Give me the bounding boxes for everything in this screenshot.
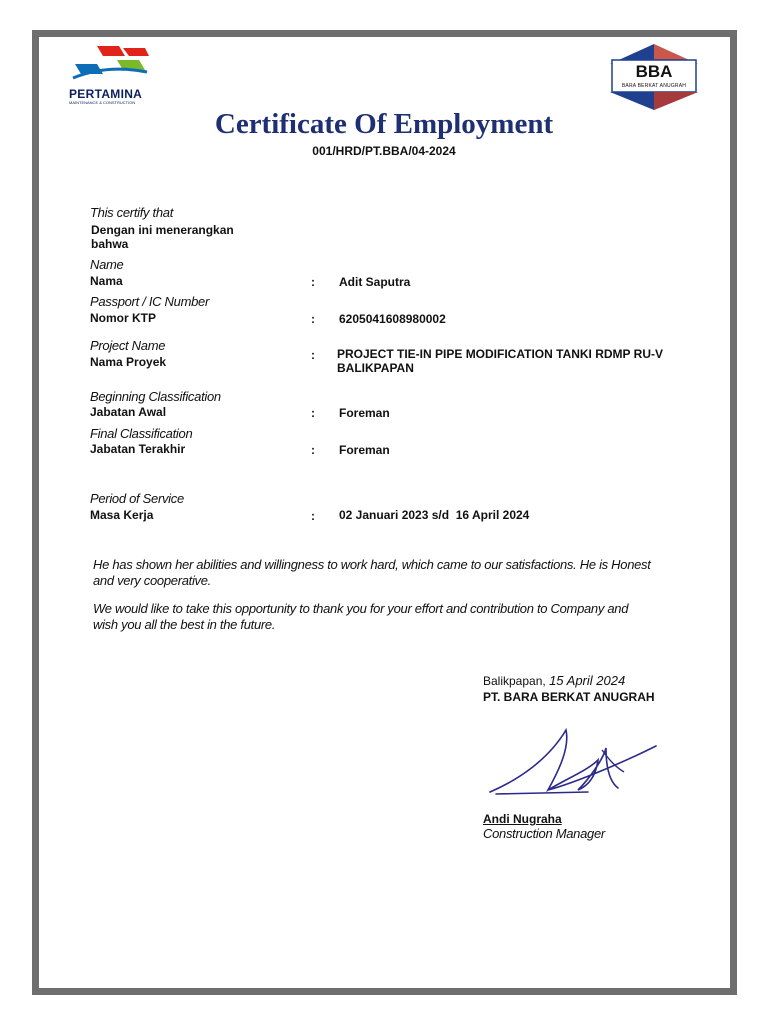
field-value-beginning: Foreman [339,406,390,420]
field-colon: : [311,509,315,523]
field-colon: : [311,348,315,362]
pertamina-emblem-icon [67,42,157,88]
field-label-id: Jabatan Terakhir [90,442,186,456]
field-value-period: 02 Januari 2023 s/d 16 April 2024 [339,508,530,522]
bba-sub-text: BARA BERKAT ANUGRAH [621,83,687,89]
field-label-id: Jabatan Awal [90,405,167,419]
date-text: 15 April 2024 [549,673,626,688]
bba-logo [608,42,700,112]
place-date [483,673,625,688]
certificate-title: Certificate Of Employment [214,108,554,140]
pertamina-brand-text: PERTAMINA [69,87,143,101]
field-label-en: Period of Service [90,491,184,506]
signer-name: Andi Nugraha [483,812,562,826]
pertamina-sub-text: MAINTENANCE & CONSTRUCTION [69,100,136,105]
field-colon: : [311,275,315,289]
thanks-paragraph: We would like to take this opportunity to thank you for your effort and contribution to Company and wish you all the best in the future. [93,601,629,632]
intro-en: This certify that [90,205,174,220]
field-label-en: Passport / IC Number [90,294,209,309]
field-label-en: Project Name [90,338,166,353]
signature-icon [478,720,668,810]
field-value-ktp: 6205041608980002 [339,312,446,326]
field-value-name: Adit Saputra [339,275,411,289]
document-number: 001/HRD/PT.BBA/04-2024 [312,144,456,158]
field-label-id: Nama [90,274,123,288]
statement-paragraph: He has shown her abilities and willingness to work hard, which came to our satisfactions. He is Honest and very cooperative. [93,557,651,588]
field-label-id: Masa Kerja [90,508,154,522]
intro-id: Dengan ini menerangkan bahwa [91,223,234,251]
field-label-id: Nomor KTP [90,311,156,325]
field-colon: : [311,443,315,457]
pertamina-logo [67,42,157,104]
field-label-en: Beginning Classification [90,389,221,404]
bba-brand-text: BBA [635,62,673,81]
field-value-project: PROJECT TIE-IN PIPE MODIFICATION TANKI RDMP RU-V BALIKPAPAN [337,347,664,375]
signer-role: Construction Manager [483,826,605,841]
field-colon: : [311,312,315,326]
field-colon: : [311,406,315,420]
field-label-en: Final Classification [90,426,193,441]
field-value-final: Foreman [339,443,390,457]
place-text: Balikpapan, [483,674,546,688]
company-name: PT. BARA BERKAT ANUGRAH [483,690,655,704]
field-label-id: Nama Proyek [90,355,167,369]
field-label-en: Name [90,257,124,272]
